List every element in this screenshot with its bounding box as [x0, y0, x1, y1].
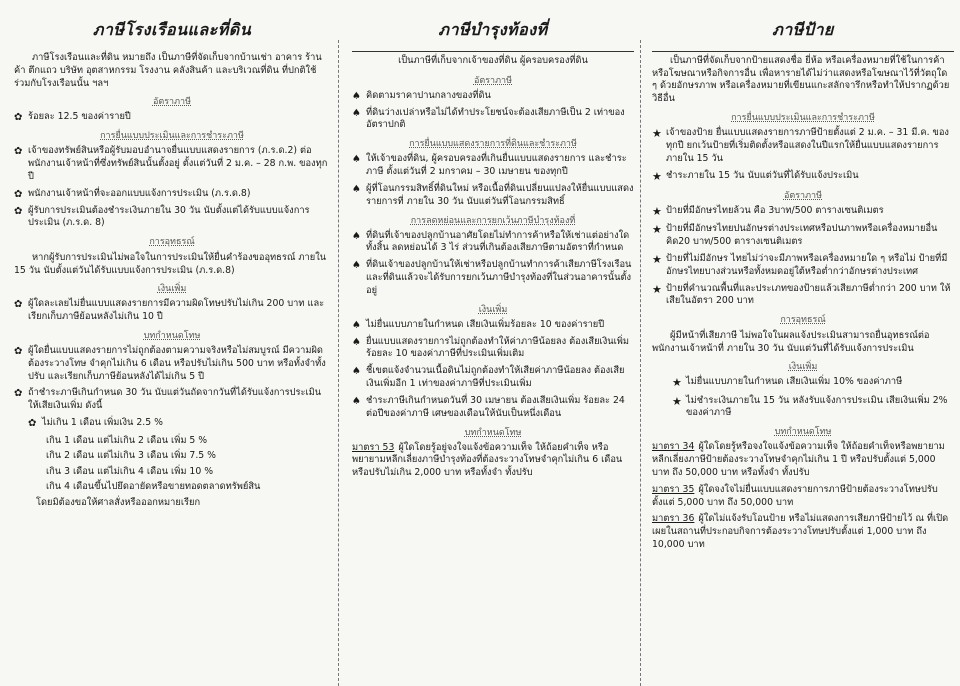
star-bullet-icon: ★	[652, 169, 662, 183]
list-item: ♠ ชำระภาษีเกินกำหนดวันที่ 30 เมษายน ต้องเสียเงินเพิ่ม ร้อยละ 24 ต่อปีของค่าภาษี เศษของเดือนให้นับเป็นหนึ่งเดือน	[352, 394, 625, 419]
list-item: ✿ ผู้ใดยื่นแบบแสดงรายการไม่ถูกต้องตามความจริงหรือไม่สมบูรณ์ มีความผิดต้องระวางโทษ จำคุกไม่เกิน 6 เดือน หรือปรับไม่เกิน 500 บาท หรือทั้งจำทั้งปรับ และเรียกเก็บภาษีย้อนหลังได้ไม่เกิน 5 ปี	[14, 344, 326, 382]
late-rate-line: โดยมิต้องขอให้ศาลสั่งหรือออกหมายเรียก	[36, 496, 201, 508]
spade-bullet-icon: ♠	[352, 154, 361, 166]
appeal-text: หากผู้รับการประเมินไม่พอใจในการประเมินให้ยื่นคำร้องขออุทธรณ์ ภายใน 15 วัน นับตั้งแต่วันได้รับแบบแจ้งการประเมิน (ภ.ร.ด.8)	[14, 252, 327, 277]
spade-bullet-icon: ♠	[352, 230, 361, 242]
section-heading: การยื่นแบบประเมินและการชำระภาษี	[100, 131, 244, 142]
section-heading: เงินเพิ่ม	[788, 362, 818, 373]
section-heading: เงินเพิ่ม	[157, 284, 187, 295]
section-heading: บทกำหนดโทษ	[774, 427, 832, 438]
star-bullet-icon: ★	[652, 223, 662, 237]
list-item: ♠ ที่ดินที่เจ้าของปลูกบ้านอาศัยโดยไม่ทำการค้าหรือให้เช่าแต่อย่างใดทั้งสิ้น ลดหย่อนได้ 3 ไร่ ส่วนที่เกินต้องเสียภาษีตามอัตราที่กำหนด	[352, 229, 630, 254]
late-rate-line: เกิน 2 เดือน แต่ไม่เกิน 3 เดือน เพิ่ม 7.5 %	[46, 450, 216, 462]
list-item: ✿ ถ้าชำระภาษีเกินกำหนด 30 วัน นับแต่วันถัดจากวันที่ได้รับแจ้งการประเมินให้เสียเงินเพิ่ม ดังนี้	[14, 387, 322, 412]
section-heading: การลดหย่อนและการยกเว้นภาษีบำรุงท้องที่	[410, 215, 576, 226]
star-bullet-icon: ★	[652, 204, 662, 218]
list-item: ★ ป้ายที่ไม่มีอักษร ไทยไม่ว่าจะมีภาพหรือเครื่องหมายใด ๆ หรือไม่ ป้ายที่มีอักษรไทยบางส่วนหรือทั้งหมดอยู่ใต้หรือต่ำกว่าอักษรต่างประเทศ	[652, 252, 948, 277]
intro-text: เป็นภาษีที่จัดเก็บจากป้ายแสดงชื่อ ยี่ห้อ หรือเครื่องหมายที่ใช้ในการค้าหรือโฆษณาหรือกิจการอื่น เพื่อหารายได้ไม่ว่าแสดงหรือโฆษณาไว้ที่วัตถุใด ๆ ด้วยอักษรภาพ หรือเครื่องหมายที่เขียนแกะสลักจารึกหรือทำให้ปรากฏด้วยวิธีอื่น	[652, 51, 954, 105]
list-item: ★ ไม่ยื่นแบบภายในกำหนด เสียเงินเพิ่ม 10% ของค่าภาษี	[672, 376, 903, 390]
spade-bullet-icon: ♠	[352, 90, 361, 102]
section-heading: อัตราภาษี	[783, 190, 823, 201]
column-title: ภาษีโรงเรือนและที่ดิน	[92, 20, 252, 39]
appeal-text: ผู้มีหน้าที่เสียภาษี ไม่พอใจในผลแจ้งประเมินสามารถยื่นอุทธรณ์ต่อพนักงานเจ้าหน้าที่ ภายใน 30 วัน นับแต่วันที่ได้รับแจ้งการประเมิน	[652, 330, 930, 355]
late-rate-line: เกิน 3 เดือน แต่ไม่เกิน 4 เดือน เพิ่ม 10 %	[46, 465, 214, 477]
list-item: ♠ ยื่นแบบแสดงรายการไม่ถูกต้องทำให้ค่าภาษีน้อยลง ต้องเสียเงินเพิ่มร้อยละ 10 ของค่าภาษีที่ประเมินเพิ่มเติม	[352, 335, 630, 360]
law-clause	[352, 442, 634, 480]
list-item: ★ ป้ายที่มีอักษรไทยล้วน คือ 3บาท/500 ตารางเซนติเมตร	[652, 204, 884, 218]
law-text: ผู้ใดโดยรู้หรือจงใจแจ้งข้อความเท็จ ให้ถ้อยคำเท็จหรือพยายามหลีกเลี่ยงภาษีป้ายต้องระวางโทษจำคุกไม่เกิน 1 ปี หรือปรับตั้งแต่ 5,000 บาท ถึง 50,000 บาท หรือทั้งจำ ทั้งปรับ	[652, 441, 945, 478]
list-item: ✿ ผู้ใดละเลยไม่ยื่นแบบแสดงรายการมีความผิดโทษปรับไม่เกิน 200 บาท และเรียกเก็บภาษีย้อนหลังไม่เกิน 10 ปี	[14, 298, 325, 323]
spade-bullet-icon: ♠	[352, 260, 361, 272]
flower-bullet-icon: ✿	[14, 388, 23, 400]
law-ref: มาตรา 35	[652, 483, 695, 495]
flower-bullet-icon: ✿	[14, 112, 23, 124]
list-item: ★ ชำระภายใน 15 วัน นับแต่วันที่ได้รับแจ้งประเมิน	[652, 169, 859, 183]
spade-bullet-icon: ♠	[352, 183, 361, 195]
spade-bullet-icon: ♠	[352, 336, 361, 348]
list-item: ♠ ไม่ยื่นแบบภายในกำหนด เสียเงินเพิ่มร้อยละ 10 ของค่ารายปี	[352, 318, 605, 331]
intro-text: ภาษีโรงเรือนและที่ดิน หมายถึง เป็นภาษีที่จัดเก็บจากบ้านเช่า อาคาร ร้านค้า ตึกแถว บริษัท อุตสาหกรรม โรงงาน คลังสินค้า และบริเวณที่ดิน ที่ปกติใช้ร่วมกับโรงเรือนนั้น ฯลฯ	[14, 52, 322, 90]
section-heading: การยื่นแบบประเมินและการชำระภาษี	[731, 113, 875, 124]
list-item: ♠ ที่ดินว่างเปล่าหรือไม่ได้ทำประโยชน์จะต้องเสียภาษีเป็น 2 เท่าของอัตราปกติ	[352, 106, 625, 131]
section-heading: บทกำหนดโทษ	[143, 330, 201, 341]
spade-bullet-icon: ♠	[352, 107, 361, 119]
section-heading: การอุทธรณ์	[780, 315, 826, 326]
column-local-maintenance-tax	[340, 0, 640, 686]
law-text: ผู้ใดจงใจไม่ยื่นแบบแสดงรายการภาษีป้ายต้องระวางโทษปรับตั้งแต่ 5,000 บาท ถึง 50,000 บาท	[652, 483, 938, 508]
column-signboard-tax	[642, 0, 960, 686]
flower-bullet-icon: ✿	[28, 418, 37, 430]
list-item: ★ ป้ายที่มีอักษรไทยปนอักษรต่างประเทศหรือปนภาพหรือเครื่องหมายอื่น คิด20 บาท/500 ตารางเซนติเมตร	[652, 223, 938, 248]
star-bullet-icon: ★	[652, 252, 662, 266]
late-rate-line: เกิน 1 เดือน แต่ไม่เกิน 2 เดือน เพิ่ม 5 %	[46, 435, 208, 447]
flower-bullet-icon: ✿	[14, 345, 23, 357]
column-title: ภาษีป้าย	[772, 20, 834, 39]
star-bullet-icon: ★	[672, 394, 682, 408]
late-rate-line: เกิน 4 เดือนขึ้นไปยึดอายัดหรือขายทอดตลาดทรัพย์สิน	[46, 481, 261, 493]
list-item: ♠ คิดตามราคาปานกลางของที่ดิน	[352, 89, 491, 102]
flower-bullet-icon: ✿	[14, 205, 23, 217]
list-item: ✿ ผู้รับการประเมินต้องชำระเงินภายใน 30 วัน นับตั้งแต่ได้รับแบบแจ้งการประเมิน (ภ.ร.ด. 8)	[14, 204, 310, 229]
column-divider	[338, 40, 339, 686]
list-item: ♠ ชี้เขตแจ้งจำนวนเนื้อดินไม่ถูกต้องทำให้เสียค่าภาษีน้อยลง ต้องเสียเงินเพิ่มอีก 1 เท่าของค่าภาษีที่ประเมินเพิ่ม	[352, 365, 625, 390]
list-item: ★ เจ้าของป้าย ยื่นแบบแสดงรายการภาษีป้ายตั้งแต่ 2 ม.ค. – 31 มี.ค. ของทุกปี ยกเว้นป้ายที่เริ่มติดตั้งหรือแสดงในปีแรกให้ยื่นแบบแสดงรายการภายใน 15 วัน	[652, 127, 949, 164]
law-ref: มาตรา 53	[352, 441, 395, 453]
section-heading: การอุทธรณ์	[149, 237, 195, 248]
spade-bullet-icon: ♠	[352, 319, 361, 331]
star-bullet-icon: ★	[652, 282, 662, 296]
column-building-land-tax	[0, 0, 338, 686]
law-clause	[652, 484, 954, 510]
list-item: ✿ เจ้าของทรัพย์สินหรือผู้รับมอบอำนาจยื่นแบบแสดงรายการ (ภ.ร.ด.2) ต่อพนักงานเจ้าหน้าที่ซึ่งทรัพย์สินนั้นตั้งอยู่ ตั้งแต่วันที่ 2 ม.ค. – 28 ก.พ. ของทุกปี	[14, 145, 328, 182]
section-heading: อัตราภาษี	[473, 75, 513, 86]
law-text: ผู้ใดไม่แจ้งรับโอนป้าย หรือไม่แสดงการเสียภาษีป้ายไว้ ณ ที่เปิดเผยในสถานที่ประกอบกิจการต้องระวางโทษปรับตั้งแต่ 1,000 บาท ถึง 10,000 บาท	[652, 513, 949, 551]
list-item: ✿ พนักงานเจ้าหน้าที่จะออกแบบแจ้งการประเมิน (ภ.ร.ด.8)	[14, 187, 251, 200]
section-heading: เงินเพิ่ม	[478, 304, 508, 315]
star-bullet-icon: ★	[652, 127, 662, 141]
list-item: ★ ป้ายที่คำนวณพื้นที่และประเภทของป้ายแล้วเสียภาษีต่ำกว่า 200 บาท ให้เสียในอัตรา 200 บาท	[652, 282, 951, 307]
flower-bullet-icon: ✿	[14, 188, 23, 200]
flower-bullet-icon: ✿	[14, 299, 23, 311]
section-heading: บทกำหนดโทษ	[464, 427, 522, 438]
section-heading: อัตราภาษี	[152, 97, 192, 108]
law-text: ผู้ใดโดยรู้อยู่จงใจแจ้งข้อความเท็จ ให้ถ้อยคำเท็จ หรือพยายามหลีกเลี่ยงภาษีบำรุงท้องที่ต้องระวางโทษจำคุกไม่เกิน 6 เดือน หรือปรับไม่เกิน 2,000 บาท หรือทั้งจำ ทั้งปรับ	[352, 441, 623, 479]
list-item: ♠ ผู้ที่โอนกรรมสิทธิ์ที่ดินใหม่ หรือเนื้อที่ดินเปลี่ยนแปลงให้ยื่นแบบแสดงรายการที่ ภายใน 30 วัน นับแต่วันที่โอนกรรมสิทธิ์	[352, 182, 634, 207]
spade-bullet-icon: ♠	[352, 366, 361, 378]
law-ref: มาตรา 34	[652, 441, 695, 453]
list-item: ♠ ที่ดินเจ้าของปลูกบ้านให้เช่าหรือปลูกบ้านทำการค้าเสียภาษีโรงเรือนและที่ดินแล้วจะได้รับการยกเว้นภาษีบำรุงท้องที่ในส่วนอาคารนั้นตั้งอยู่	[352, 259, 632, 296]
list-item: ✿ ร้อยละ 12.5 ของค่ารายปี	[14, 111, 131, 124]
law-clause	[652, 513, 954, 551]
law-clause	[652, 441, 954, 479]
spade-bullet-icon: ♠	[352, 395, 361, 407]
column-title: ภาษีบำรุงท้องที่	[438, 20, 548, 39]
list-item: ✿ ไม่เกิน 1 เดือน เพิ่มเงิน 2.5 %	[28, 417, 163, 430]
section-heading: การยื่นแบบแสดงรายการที่ดินและชำระภาษี	[409, 139, 577, 150]
star-bullet-icon: ★	[672, 376, 682, 390]
flower-bullet-icon: ✿	[14, 146, 23, 158]
law-ref: มาตรา 36	[652, 513, 695, 525]
list-item: ♠ ให้เจ้าของที่ดิน, ผู้ครอบครองที่เกินยื่นแบบแสดงรายการ และชำระภาษี ตั้งแต่วันที่ 2 มกราคม – 30 เมษายน ของทุกปี	[352, 153, 627, 178]
column-divider	[640, 40, 641, 686]
intro-text: เป็นภาษีที่เก็บจากเจ้าของที่ดิน ผู้ครอบครองที่ดิน	[352, 51, 634, 68]
list-item: ★ ไม่ชำระเงินภายใน 15 วัน หลังรับแจ้งการประเมิน เสียเงินเพิ่ม 2% ของค่าภาษี	[672, 394, 948, 419]
